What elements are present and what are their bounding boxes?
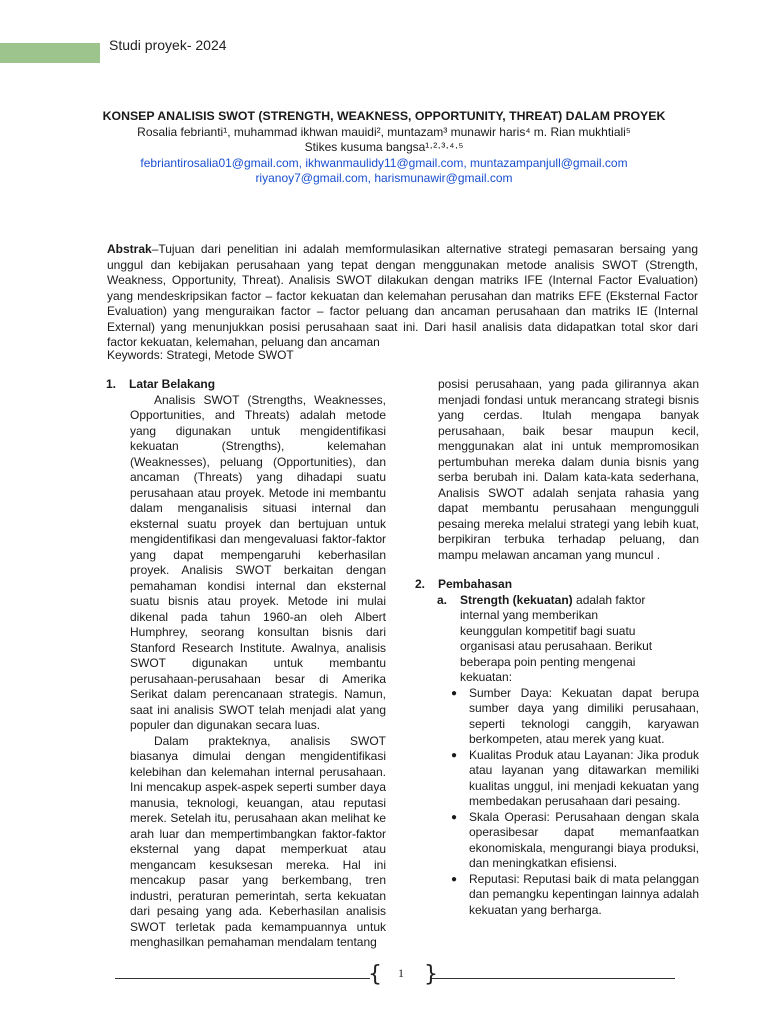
section-2-number: 2. — [415, 577, 426, 591]
abstract — [107, 242, 698, 351]
email-list-1[interactable]: febriantirosalia01@gmail.com, ikhwanmaulidy11@gmail.com, muntazampanjull@gmail.com — [140, 155, 628, 170]
bullet-icon: ● — [451, 749, 458, 761]
footer-rule-left — [115, 978, 370, 979]
bullet-icon: ● — [451, 811, 458, 823]
subsection-a-intro-first: adalah faktor — [572, 592, 646, 607]
page-number: 1 — [398, 966, 404, 980]
paper-title: KONSEP ANALISIS SWOT (STRENGTH, WEAKNESS, OPPORTUNITY, THREAT) DALAM PROYEK — [102, 109, 666, 123]
list-item — [415, 810, 699, 872]
subsection-a-title: Strength (kekuatan) — [460, 592, 573, 607]
footer-rule-right — [430, 978, 675, 979]
left-column — [106, 377, 386, 951]
affiliation: Stikes kusuma bangsa¹·²·³·⁴·⁵ — [304, 140, 464, 154]
section-1-paragraph-2: Dalam prakteknya, analisis SWOT biasanya dimulai dengan mengidentifikasi kelebihan dan kelemahan internal perusahaan. Ini mencakup aspek-aspek seperti sumber daya manusia, teknologi, keuangan, atau reputasi merek. Setelah itu, perusahaan akan melihat ke arah luar dan mempertimbangkan faktor-faktor eksternal yang dapat memperkuat atau mengancam kesuksesan mereka. Hal ini mencakup pasar yang berkembang, tren industri, peraturan pemerintah, serta kekuatan dari pesaing yang ada. Keberhasilan analisis SWOT terletak pada kemampuannya untuk menghasilkan pemahaman mendalam tentang — [130, 733, 386, 949]
section-1-heading — [106, 377, 386, 393]
abstract-text: –Tujuan dari penelitian ini adalah memformulasikan alternative strategi pemasaran bersaing yang unggul dan kebijakan perusahaan yang tepat dengan menggunakan metode analisis SWOT (Strength, Weakness, Opportunity, Threat). Analisis SWOT dilakukan dengan matriks IFE (Internal Factor Evaluation) yang mendeskripsikan factor – factor kekuatan dan kelemahan perusahan dan matriks EFE (Eksternal Factor Evaluation) yang menguraikan factor – factor peluang dan ancaman perusahaan dan matriks IE (Internal External) yang menunjukkan posisi perusahaan saat ini. Dari hasil analisis data didapatkan total skor dari factor kekuatan, kelemahan, peluang dan ancaman — [107, 242, 698, 349]
list-item — [415, 872, 699, 919]
bullet-text: Skala Operasi: Perusahaan dengan skala operasibesar dapat memanfaatkan ekonomiskala, mengurangi biaya produksi, dan meningkatkan efisiensi. — [469, 809, 699, 870]
email-list-2[interactable]: riyanoy7@gmail.com, harismunawir@gmail.com — [255, 171, 513, 185]
abstract-label: Abstrak — [107, 242, 152, 256]
section-1-continued: posisi perusahaan, yang pada gilirannya akan menjadi fondasi untuk merancang strategi bisnis yang cerdas. Itulah mengapa banyak perusahaan, baik besar maupun kecil, menggunakan alat ini untuk mempromosikan pertumbuhan mereka dalam dunia bisnis yang serba berubah ini. Dalam kata-kata sederhana, Analisis SWOT adalah senjata rahasia yang dapat membantu perusahaan mengungguli pesaing mereka melalui strategi yang lebih kuat, berpikiran terbuka terhadap peluang, dan mampu melawan ancaman yang muncul . — [438, 377, 699, 562]
list-item — [415, 686, 699, 748]
bullet-text: Kualitas Produk atau Layanan: Jika produk atau layanan yang ditawarkan memiliki kualitas unggul, ini menjadi kekuatan yang membedakan perusahaan dari pesaing. — [469, 747, 699, 808]
running-header: Studi proyek- 2024 — [109, 37, 227, 53]
bullet-text: Sumber Daya: Kekuatan dapat berupa sumber daya yang dimiliki perusahaan, seperti teknologi canggih, karyawan berkompeten, atau merek yang kuat. — [469, 685, 699, 746]
subsection-a-letter: a. — [437, 592, 448, 607]
section-1-number: 1. — [106, 377, 117, 391]
bullet-text: Reputasi: Reputasi baik di mata pelanggan dan pemangku kepentingan lainnya adalah kekuatan yang berharga. — [469, 871, 699, 917]
right-column — [415, 377, 699, 918]
section-2-heading — [415, 577, 699, 593]
keywords: Keywords: Strategi, Metode SWOT — [107, 348, 294, 362]
list-item — [415, 748, 699, 810]
right-brace-icon: } — [424, 962, 438, 987]
bullet-icon: ● — [451, 687, 458, 699]
subsection-a-intro: internal yang memberikan keunggulan kompetitif bagi suatu organisasi atau perusahaan. Berikut beberapa poin penting mengenai kekuatan: — [460, 608, 653, 684]
section-1-paragraph-1: Analisis SWOT (Strengths, Weaknesses, Opportunities, and Threats) adalah metode yang digunakan untuk mengidentifikasi kekuatan (Strengths), kelemahan (Weaknesses), peluang (Opportunities), dan ancaman (Threats) yang dihadapi suatu perusahaan atau proyek. Metode ini membantu dalam menganalisis situasi internal dan eksternal suatu proyek dan bertujuan untuk mengidentifikasi dan mengevaluasi faktor-faktor yang dapat mempengaruhi keberhasilan proyek. Analisis SWOT berkaitan dengan pemahaman kondisi internal dan eksternal suatu bisnis atau proyek. Metode ini mulai dikenal pada tahun 1960-an oleh Albert Humphrey, seorang konsultan bisnis dari Stanford Research Institute. Awalnya, analisis SWOT digunakan untuk membantu perusahaan-perusahaan besar di Amerika Serikat dalam perencanaan strategis. Namun, saat ini analisis SWOT telah menjadi alat yang populer dan digunakan secara luas. — [130, 392, 386, 732]
title-block — [40, 109, 728, 187]
left-brace-icon: { — [368, 962, 382, 987]
author-list: Rosalia febrianti¹, muhammad ikhwan mauidi², muntazam³ munawir haris⁴ m. Rian mukhtiali⁵ — [137, 124, 631, 139]
header-accent-bar — [0, 43, 100, 63]
section-2-title: Pembahasan — [438, 577, 513, 591]
section-1-title: Latar Belakang — [129, 377, 216, 391]
bullet-icon: ● — [451, 873, 458, 885]
subsection-a-heading — [415, 593, 699, 609]
